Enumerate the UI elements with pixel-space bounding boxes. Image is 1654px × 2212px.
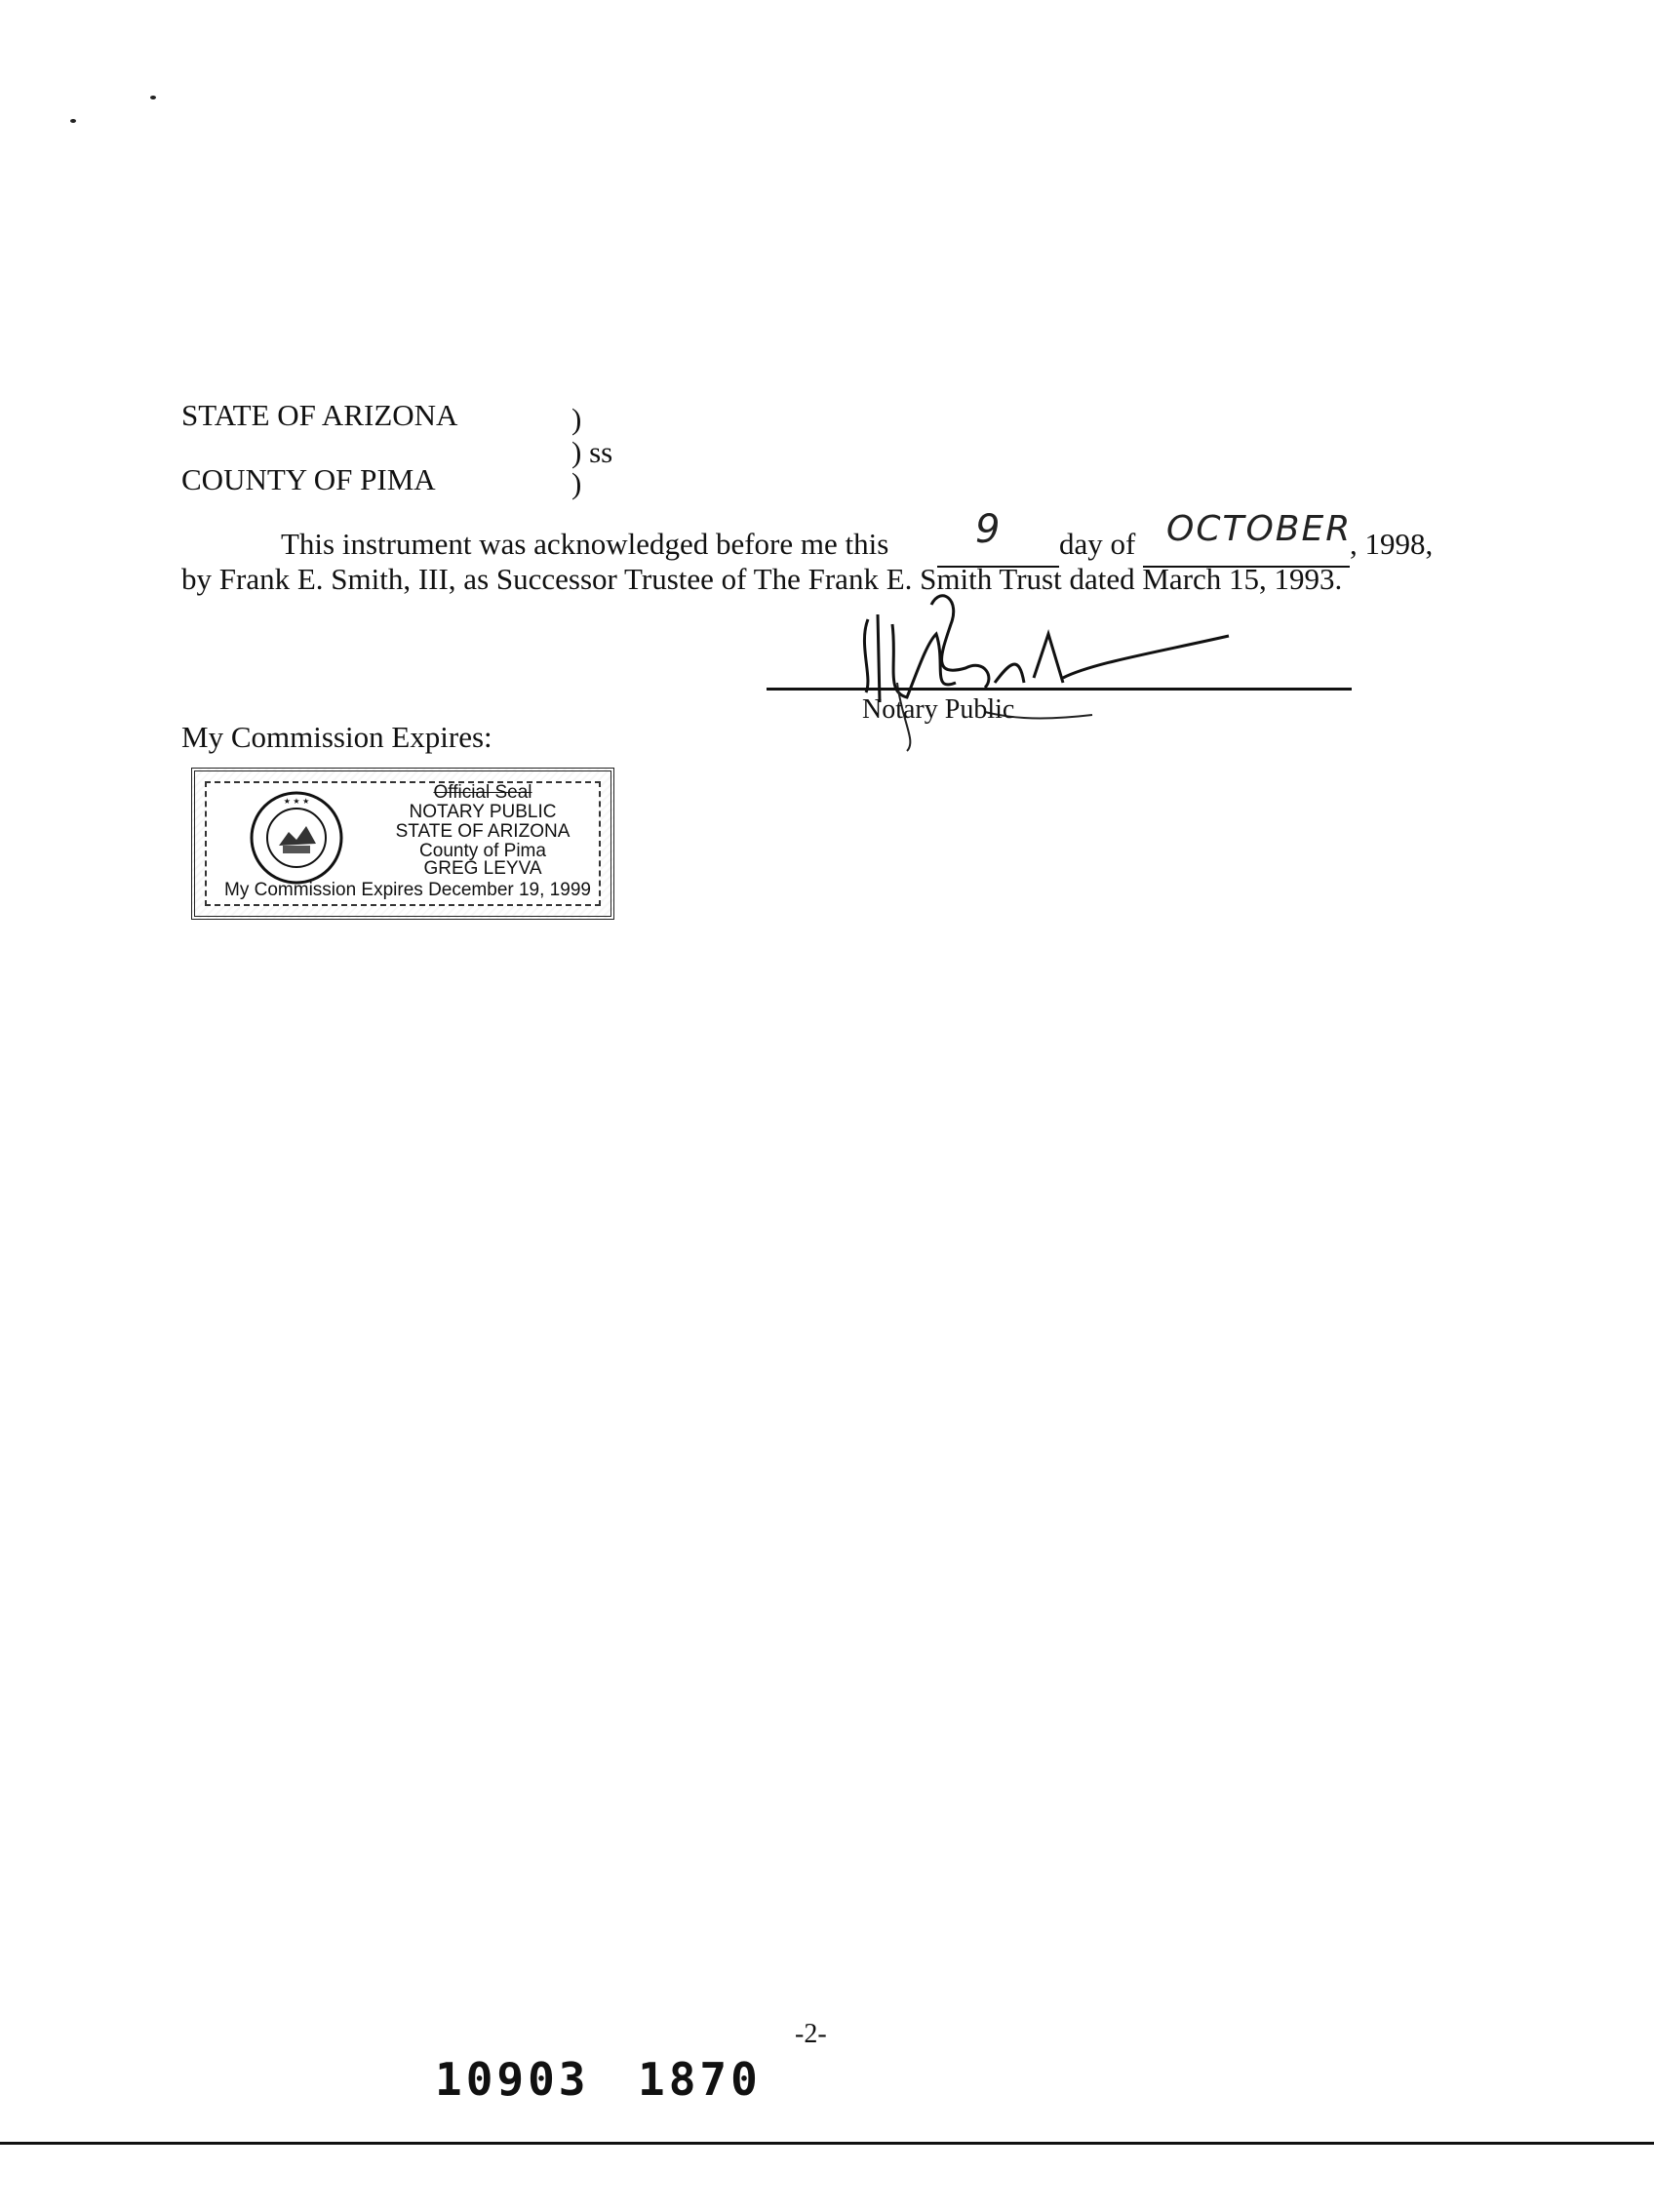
signature-line xyxy=(767,688,1352,691)
day-value: 9 xyxy=(975,507,1001,552)
recording-docket: 10903 xyxy=(435,2053,590,2106)
page-number: -2- xyxy=(795,2019,827,2049)
state-seal-emblem xyxy=(248,789,345,887)
recording-page: 1870 xyxy=(638,2053,762,2106)
stamp-official-seal: Official Seal xyxy=(433,782,532,803)
stamp-notary-name: GREG LEYVA xyxy=(423,858,542,879)
svg-text:★ ★ ★: ★ ★ ★ xyxy=(283,797,310,806)
commission-label: My Commission Expires: xyxy=(181,720,492,754)
notary-signature xyxy=(839,585,1248,756)
notary-public-label: Notary Public xyxy=(862,694,1015,725)
venue-paren-top: ) xyxy=(571,402,582,436)
ack-year: , 1998, xyxy=(1350,527,1434,561)
venue-ss: ) ss xyxy=(571,435,613,469)
scan-speck xyxy=(150,96,156,99)
month-value: OCTOBER xyxy=(1166,509,1353,549)
bottom-rule xyxy=(0,2142,1654,2145)
venue-paren-bottom: ) xyxy=(571,466,582,500)
stamp-notary-public: NOTARY PUBLIC xyxy=(409,802,557,822)
stamp-state: STATE OF ARIZONA xyxy=(395,821,571,842)
stamp-county: County of Pima xyxy=(419,841,546,861)
ack-text-day-of: day of xyxy=(1059,527,1136,561)
state-label: STATE OF ARIZONA xyxy=(181,398,458,432)
notary-stamp xyxy=(191,768,614,920)
scan-speck xyxy=(70,119,76,123)
ack-text-before-day: This instrument was acknowledged before me this xyxy=(281,527,889,561)
stamp-commission-expiry: My Commission Expires December 19, 1999 xyxy=(224,880,591,900)
county-label: COUNTY OF PIMA xyxy=(181,462,436,496)
ack-second-line: by Frank E. Smith, III, as Successor Trustee of The Frank E. Smith Trust dated March 15, 1993. xyxy=(181,562,1343,596)
